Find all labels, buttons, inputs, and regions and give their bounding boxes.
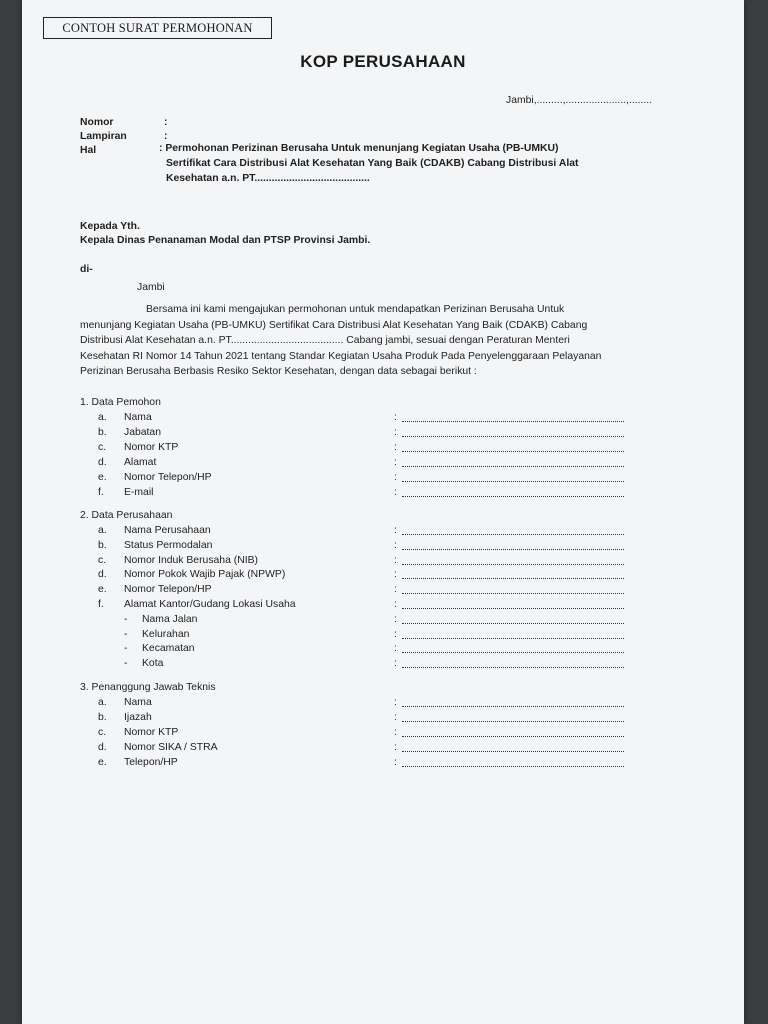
row-colon: : [394,427,397,438]
row-colon: : [394,712,397,723]
row-index: d. [98,569,107,581]
row-colon: : [394,643,397,655]
row-label: Alamat Kantor/Gudang Lokasi Usaha [124,599,296,610]
form-row [80,412,640,427]
row-label: Nomor SIKA / STRA [124,742,218,753]
body-line: Perizinan Berusaha Berbasis Resiko Sektor Kesehatan, dengan data sebagai berikut : [80,366,477,377]
fill-in-line[interactable] [402,427,624,437]
form-row [80,697,640,712]
hal-line-3: Kesehatan a.n. PT........................................ [166,173,370,184]
nomor-label: Nomor [80,117,114,128]
lampiran-label: Lampiran [80,131,127,142]
form-row [80,584,640,599]
form-row [80,427,640,442]
row-label: Nomor Telepon/HP [124,472,212,483]
fill-in-line[interactable] [402,599,624,609]
letter-page [22,0,744,1024]
row-label: Nama [124,697,152,708]
row-label: Kota [142,658,164,670]
row-label: Jabatan [124,427,161,438]
fill-in-line[interactable] [402,442,624,452]
form-row [80,614,640,629]
sample-label: CONTOH SURAT PERMOHONAN [43,17,272,39]
recipient-di: di- [80,264,93,275]
row-colon: : [394,472,397,483]
fill-in-line[interactable] [402,712,624,722]
row-index: f. [98,487,104,498]
row-colon: : [394,613,397,625]
fill-in-line[interactable] [402,540,624,550]
row-label: Nama Perusahaan [124,525,211,536]
row-index: c. [98,554,107,566]
row-index: e. [98,584,107,596]
row-index: a. [98,412,107,423]
date-line: Jambi,.........,.....................,........ [506,95,653,106]
fill-in-line[interactable] [402,569,624,579]
form-row [80,757,640,772]
row-index: b. [98,427,107,438]
row-colon: : [394,727,397,738]
fill-in-line[interactable] [402,742,624,752]
fill-in-line[interactable] [402,697,624,707]
row-label: Nomor KTP [124,442,179,453]
row-colon: : [394,658,397,670]
body-line: Distribusi Alat Kesehatan a.n. PT....................................... Cabang jambi, sesuai dengan Peraturan Menteri [80,335,570,346]
row-index: b. [98,712,107,723]
form-row [80,742,640,757]
lampiran-colon: : [164,131,168,142]
form-row [80,525,640,540]
row-colon: : [394,412,397,423]
row-colon: : [394,487,397,498]
fill-in-line[interactable] [402,487,624,497]
row-colon: : [394,742,397,753]
row-label: Kelurahan [142,628,190,640]
recipient-greeting: Kepada Yth. [80,221,140,232]
row-label: Alamat [124,457,157,468]
form-row [80,712,640,727]
form-row [80,555,640,570]
form-row [80,487,640,502]
fill-in-line[interactable] [402,457,624,467]
fill-in-line[interactable] [402,757,624,767]
row-label: Nama [124,412,152,423]
row-label: E-mail [124,487,154,498]
row-index: d. [98,457,107,468]
row-colon: : [394,599,397,610]
body-line: Kesehatan RI Nomor 14 Tahun 2021 tentang Standar Kegiatan Usaha Produk Pada Penyelenggaraan Pelayanan [80,350,602,362]
form-row [80,540,640,555]
form-row [80,442,640,457]
row-colon: : [394,757,397,768]
form-row [80,658,640,673]
row-colon: : [394,584,397,596]
row-index: a. [98,697,107,708]
row-index: c. [98,727,107,738]
section-title: 3. Penanggung Jawab Teknis [80,682,216,693]
fill-in-line[interactable] [402,643,624,653]
form-row [80,569,640,584]
fill-in-line[interactable] [402,629,624,639]
section-title: 2. Data Perusahaan [80,510,173,521]
row-index: - [124,613,128,625]
fill-in-line[interactable] [402,412,624,422]
row-index: a. [98,525,107,536]
row-label: Telepon/HP [124,757,178,768]
row-label: Ijazah [124,712,152,723]
row-index: - [124,628,128,640]
row-index: e. [98,757,107,768]
row-label: Nomor Telepon/HP [124,584,212,596]
row-colon: : [394,697,397,708]
form-row [80,643,640,658]
body-line: menunjang Kegiatan Usaha (PB-UMKU) Sertifikat Cara Distribusi Alat Kesehatan Yang Baik (CDAKB) Cabang [80,319,588,331]
row-colon: : [394,442,397,453]
fill-in-line[interactable] [402,584,624,594]
row-index: - [124,658,128,670]
row-index: e. [98,472,107,483]
letterhead-title: KOP PERUSAHAAN [300,52,466,71]
row-colon: : [394,569,397,581]
row-index: - [124,643,128,655]
row-index: c. [98,442,107,453]
row-colon: : [394,457,397,468]
row-label: Nomor Induk Berusaha (NIB) [124,554,258,566]
form-row [80,599,640,614]
fill-in-line[interactable] [402,727,624,737]
row-label: Kecamatan [142,643,195,655]
fill-in-line[interactable] [402,525,624,535]
recipient-name: Kepala Dinas Penanaman Modal dan PTSP Provinsi Jambi. [80,235,371,246]
recipient-city: Jambi [137,282,165,293]
row-index: d. [98,742,107,753]
row-colon: : [394,554,397,566]
section-title: 1. Data Pemohon [80,397,161,408]
row-colon: : [394,539,397,551]
body-paragraph [80,302,686,380]
form-row [80,727,640,742]
fill-in-line[interactable] [402,555,624,565]
fill-in-line[interactable] [402,658,624,668]
body-line: Bersama ini kami mengajukan permohonan untuk mendapatkan Perizinan Berusaha Untuk [146,304,565,315]
row-colon: : [394,628,397,640]
hal-line-2: Sertifikat Cara Distribusi Alat Kesehatan Yang Baik (CDAKB) Cabang Distribusi Alat [166,158,579,169]
form-row [80,629,640,644]
hal-label: Hal [80,145,97,156]
hal-line-1: : Permohonan Perizinan Berusaha Untuk menunjang Kegiatan Usaha (PB-UMKU) [159,143,559,154]
form-row [80,472,640,487]
nomor-colon: : [164,117,168,128]
row-label: Nomor Pokok Wajib Pajak (NPWP) [124,569,286,581]
row-label: Nama Jalan [142,613,198,625]
row-index: b. [98,539,107,551]
fill-in-line[interactable] [402,614,624,624]
row-index: f. [98,599,104,610]
row-label: Status Permodalan [124,539,213,551]
fill-in-line[interactable] [402,472,624,482]
row-colon: : [394,525,397,536]
form-row [80,457,640,472]
row-label: Nomor KTP [124,727,179,738]
